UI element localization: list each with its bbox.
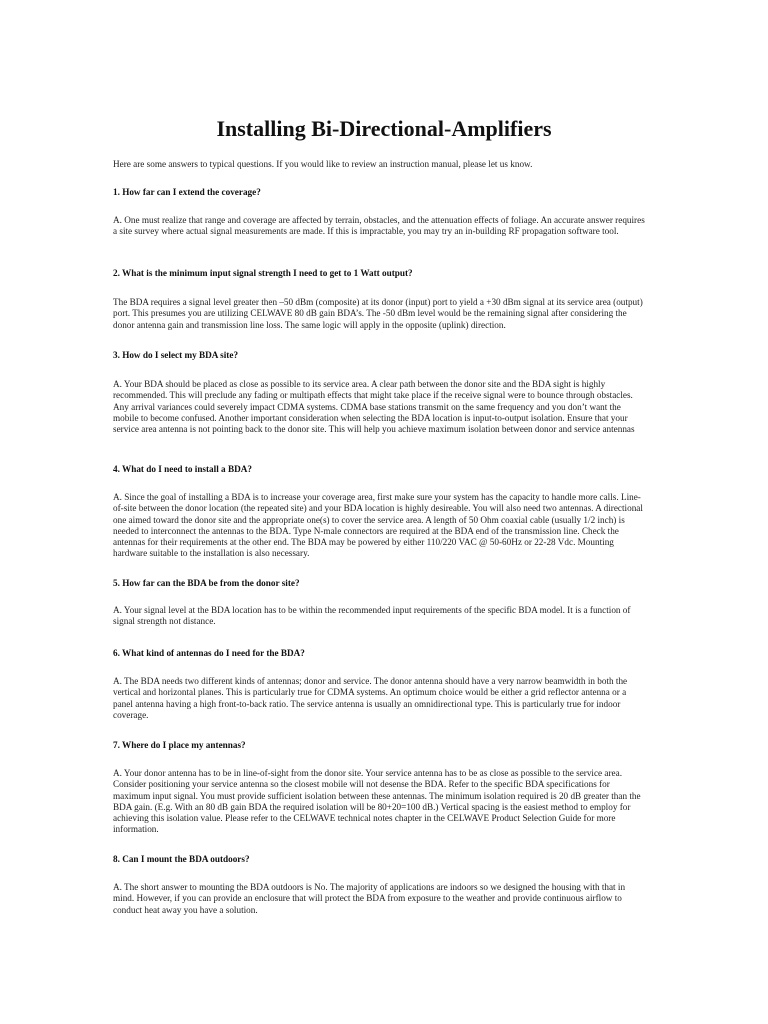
question-7: 7. Where do I place my antennas? [113,740,246,750]
question-3: 3. How do I select my BDA site? [113,350,239,360]
document-title: Installing Bi-Directional-Amplifiers [216,116,552,141]
question-1: 1. How far can I extend the coverage? [113,187,261,197]
answer-2: The BDA requires a signal level greater then –50 dBm (composite) at its donor (input) port to yield a +30 dBm signal at its service area (output) port. This presumes you are utilizing CELWAVE 80 dB gain BDA’s. The -50 dBm level would be the remaining signal after considering the donor antenna gain and transmission line loss. The same logic will apply in the opposite (uplink) direction. [113,297,643,330]
question-4: 4. What do I need to install a BDA? [113,464,252,474]
question-8: 8. Can I mount the BDA outdoors? [113,854,250,864]
question-6: 6. What kind of antennas do I need for the BDA? [113,648,305,658]
answer-4: A. Since the goal of installing a BDA is to increase your coverage area, first make sure your system has the capacity to handle more calls. Line-of-site between the donor location (the repeated site) and your BDA location is highly desireable. You will also need two antennas. A directional one aimed toward the donor site and the appropriate one(s) to cover the service area. A length of 50 Ohm coaxial cable (usually 1/2 inch) is needed to interconnect the antennas to the BDA. Type N-male connectors are required at the BDA end of the transmission line. Check the antennas for their requirements at the other end. The BDA may be powered by either 110/220 VAC @ 50-60Hz or 22-28 Vdc. Mounting hardware suitable to the installation is also necessary. [113,492,643,559]
answer-1: A. One must realize that range and coverage are affected by terrain, obstacles, and the attenuation effects of foliage. An accurate answer requires a site survey where actual signal measurements are made. If this is impractable, you may try an in-building RF propagation software tool. [113,215,645,237]
answer-3: A. Your BDA should be placed as close as possible to its service area. A clear path between the donor site and the BDA sight is highly recommended. This will preclude any fading or multipath effects that might take place if the receive signal were to bounce through obstacles. Any arrival variances could severely impact CDMA systems. CDMA base stations transmit on the same frequency and you don’t want the mobile to become confused. Another important consideration when selecting the BDA location is input-to-output isolation. Ensure that your service area antenna is not pointing back to the donor site. This will help you achieve maximum isolation between donor and service antennas [113,379,635,435]
question-5: 5. How far can the BDA be from the donor site? [113,578,300,588]
question-2: 2. What is the minimum input signal strength I need to get to 1 Watt output? [113,268,413,278]
intro-paragraph: Here are some answers to typical questions. If you would like to review an instruction manual, please let us know. [113,159,533,169]
answer-5: A. Your signal level at the BDA location has to be within the recommended input requirements of the specific BDA model. It is a function of signal strength not distance. [113,605,631,627]
answer-7: A. Your donor antenna has to be in line-of-sight from the donor site. Your service antenna has to be as close as possible to the service area. Consider positioning your service antenna so the closest mobile will not desense the BDA. Refer to the specific BDA specifications for maximum input signal. You must provide sufficient isolation between these antennas. The minimum isolation required is 20 dB greater than the BDA gain. (E.g. With an 80 dB gain BDA the required isolation will be 80+20=100 dB.) Vertical spacing is the easiest method to employ for achieving this isolation value. Please refer to the CELWAVE technical notes chapter in the CELWAVE Product Selection Guide for more information. [113,768,641,835]
answer-8: A. The short answer to mounting the BDA outdoors is No. The majority of applications are indoors so we designed the housing with that in mind. However, if you can provide an enclosure that will protect the BDA from exposure to the weather and provide continuous airflow to conduct heat away you have a solution. [113,882,626,915]
answer-6: A. The BDA needs two different kinds of antennas; donor and service. The donor antenna should have a very narrow beamwidth in both the vertical and horizontal planes. This is particularly true for CDMA systems. An optimum choice would be either a grid reflector antenna or a panel antenna having a high front-to-back ratio. The service antenna is usually an omnidirectional type. This is particularly true for indoor coverage. [113,676,628,720]
